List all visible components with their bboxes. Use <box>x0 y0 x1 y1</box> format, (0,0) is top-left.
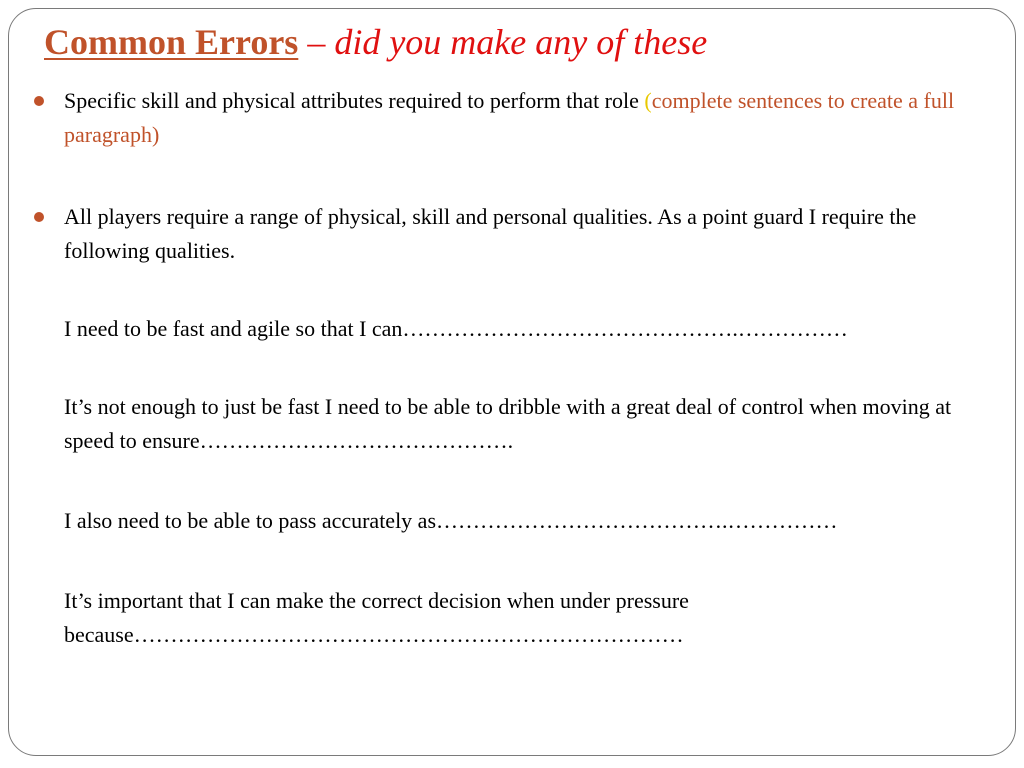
bullet-item <box>34 84 1006 152</box>
bullet-paren: ( <box>644 88 652 113</box>
bullet-dot-icon <box>34 212 44 222</box>
slide-content <box>34 84 1006 652</box>
fill-in-sentence: I also need to be able to pass accurately as………………………………….…………… <box>64 508 838 533</box>
title-main: Common Errors <box>44 22 299 62</box>
bullet-text: Specific skill and physical attributes required to perform that role <box>64 88 645 113</box>
bullet-item <box>34 200 1006 268</box>
bullet-note: complete sentences to create a full paragraph) <box>64 88 955 147</box>
fill-in-sentence: It’s not enough to just be fast I need to be able to dribble with a great deal of control when moving at speed to ensure……………………………………. <box>64 394 952 453</box>
fill-in-sentence: It’s important that I can make the correct decision when under pressure because………………………………………………………………… <box>64 588 689 647</box>
title-dash: – <box>298 22 335 62</box>
title-subtitle: did you make any of these <box>334 22 708 62</box>
fill-in-sentence: I need to be fast and agile so that I can……………………………………….…………… <box>64 316 848 341</box>
bullet-dot-icon <box>34 96 44 106</box>
slide-title <box>44 18 707 66</box>
bullet-text: All players require a range of physical, skill and personal qualities. As a point guard I require the following qualities. <box>64 204 917 263</box>
